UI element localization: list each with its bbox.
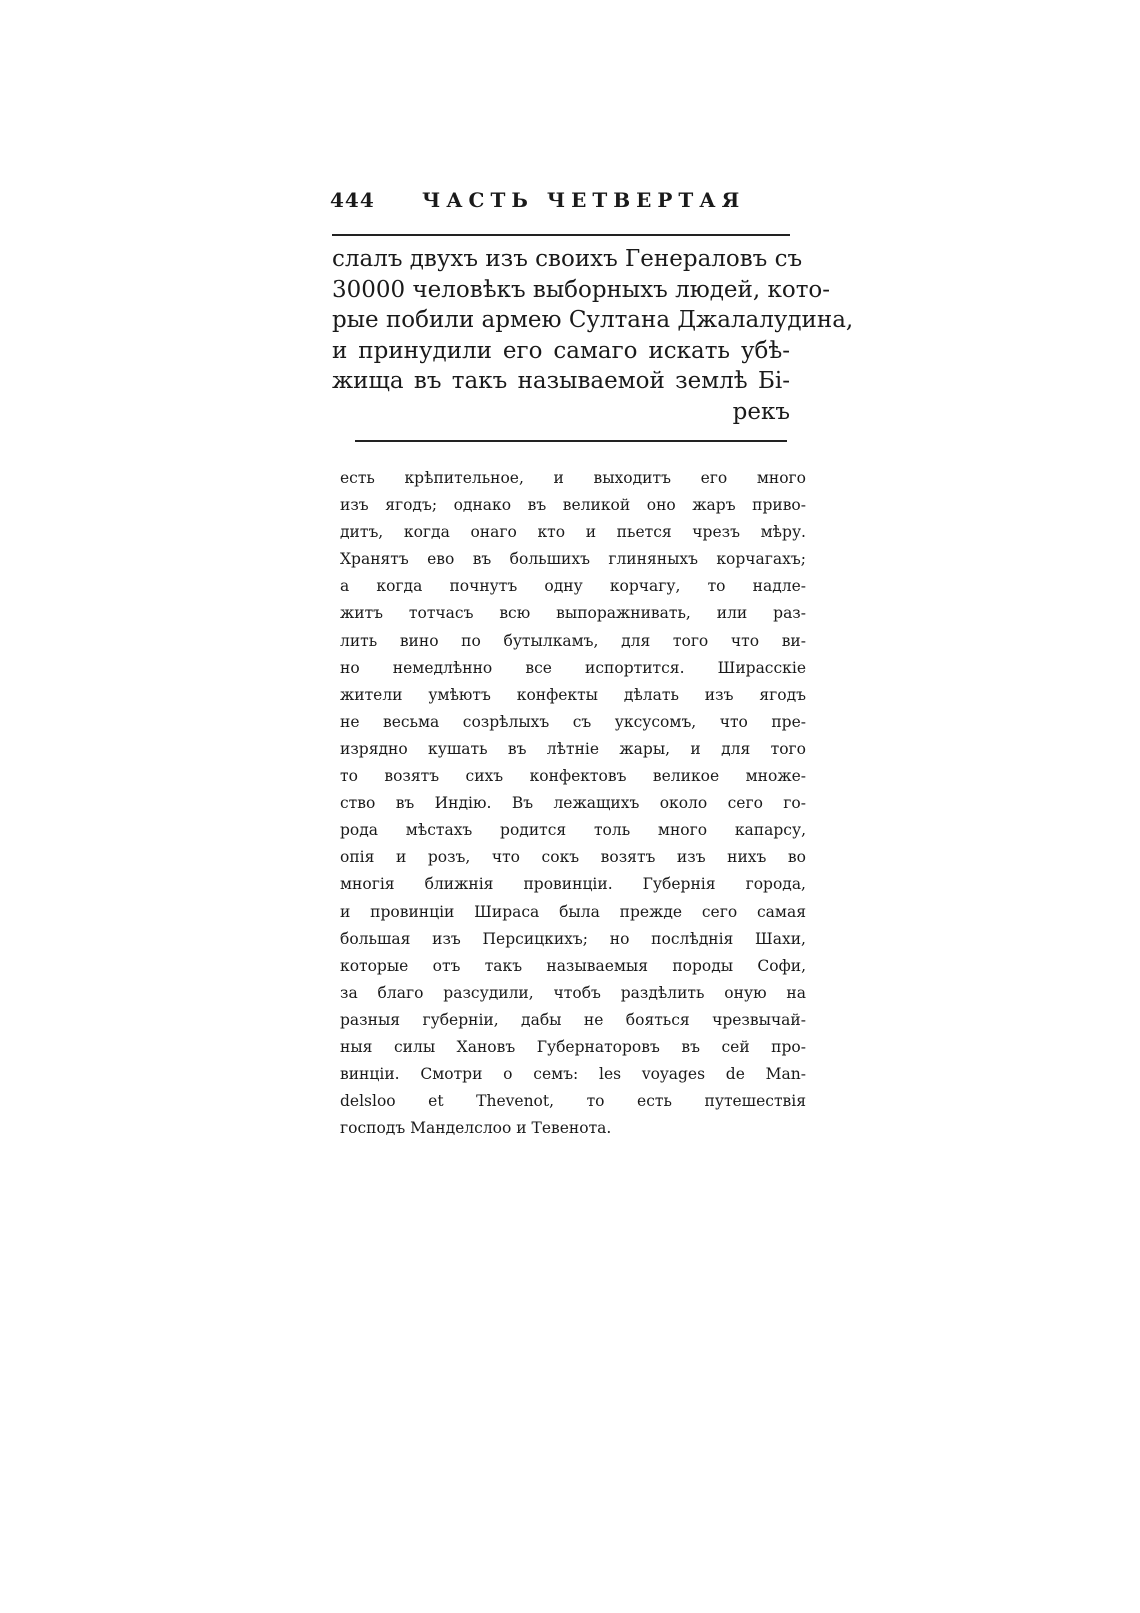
footnote-line: винціи. Смотри о семъ: les voyages de Man- xyxy=(340,1065,806,1084)
footnote-line: дитъ, когда онаго кто и пьется чрезъ мѣру. xyxy=(340,523,806,542)
footnote-rule xyxy=(355,440,787,442)
footnote-line: за благо разсудили, чтобъ раздѣлить оную на xyxy=(340,983,806,1002)
main-text-line: жища въ такъ называемой землѣ Бі- xyxy=(332,368,790,394)
footnote-line: опія и розъ, что сокъ возятъ изъ нихъ во xyxy=(340,848,806,867)
footnote-line: а когда почнутъ одну корчагу, то надле- xyxy=(340,577,806,596)
footnote-line: Хранятъ ево въ большихъ глиняныхъ корчагахъ; xyxy=(340,550,806,569)
footnote-line: житъ тотчасъ всю выпоражнивать, или раз- xyxy=(340,604,806,623)
footnote-line: изрядно кушать въ лѣтніе жары, и для того xyxy=(340,739,806,758)
header-rule xyxy=(332,234,790,236)
footnote-line: изъ ягодъ; однако въ великой оно жаръ приво- xyxy=(340,496,806,515)
footnote-line: delsloo et Thevenot, то есть путешествія xyxy=(340,1092,806,1111)
main-text-line: рые побили армею Султана Джалалудина, xyxy=(332,307,854,333)
footnote xyxy=(340,465,806,1142)
footnote-line: жители умѣютъ конфекты дѣлать изъ ягодъ xyxy=(340,685,806,704)
main-text-line: 30000 человѣкъ выборныхъ людей, кото- xyxy=(332,276,831,303)
footnote-line: господъ Манделслоо и Тевенота. xyxy=(340,1119,612,1138)
footnote-line: ство въ Индію. Въ лежащихъ около сего го- xyxy=(340,794,806,813)
footnote-line: то возятъ сихъ конфектовъ великое множе- xyxy=(340,767,806,786)
page-header xyxy=(330,188,790,216)
footnote-line: ныя силы Хановъ Губернаторовъ въ сей про- xyxy=(340,1037,806,1056)
footnote-line: разныя губерніи, дабы не бояться чрезвычай- xyxy=(340,1010,806,1029)
main-text xyxy=(332,244,854,427)
footnote-line: рода мѣстахъ родится толь много капарсу, xyxy=(340,821,806,840)
footnote-line: которые отъ такъ называемыя породы Софи, xyxy=(340,956,806,975)
main-text-line: слалъ двухъ изъ своихъ Генераловъ съ xyxy=(332,246,803,272)
footnote-line: большая изъ Персицкихъ; но послѣднія Шахи, xyxy=(340,929,806,948)
main-text-line: и принудили его самаго искать убѣ- xyxy=(332,337,790,364)
page-number: 444 xyxy=(330,188,375,212)
footnote-line: есть крѣпительное, и выходитъ его много xyxy=(340,469,806,487)
footnote-line: и провинціи Шираса была прежде сего самая xyxy=(340,902,806,921)
footnote-line: лить вино по бутылкамъ, для того что ви- xyxy=(340,631,806,650)
footnote-line: не весьма созрѣлыхъ съ уксусомъ, что пре- xyxy=(340,712,806,731)
footnote-line: многія ближнія провинціи. Губернія города, xyxy=(340,875,806,894)
running-head: ЧАСТЬ ЧЕТВЕРТАЯ xyxy=(422,188,746,212)
footnote-line: но немедлѣнно все испортится. Ширасскіе xyxy=(340,658,806,677)
catchword: рекъ xyxy=(732,398,790,425)
